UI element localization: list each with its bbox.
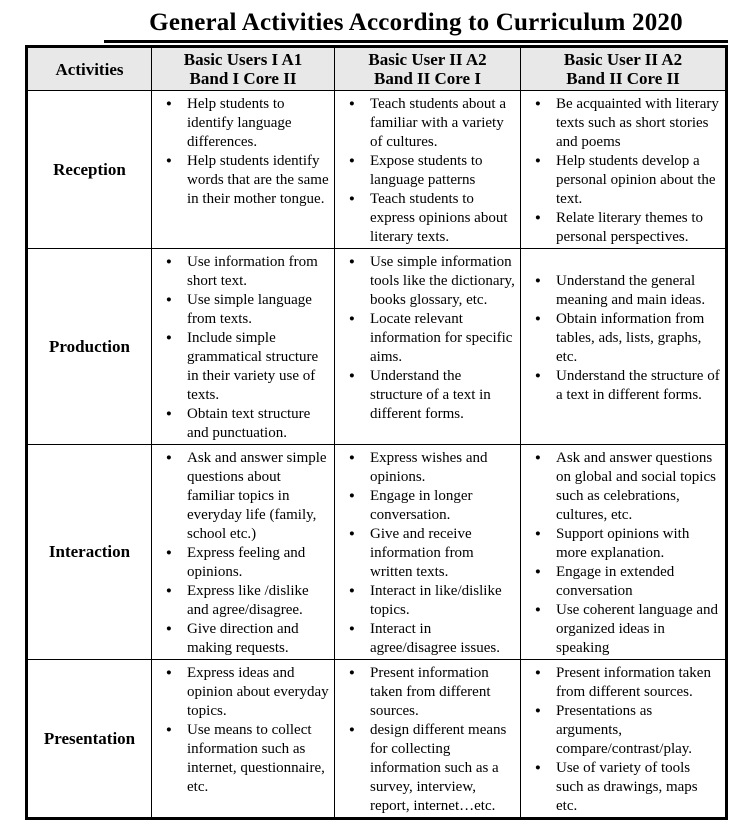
header-basic-user-2-a2-core1 [335,47,521,91]
bullet-list [335,92,517,247]
activity-label: Presentation [27,660,152,819]
bullet-item: ● Help students develop a personal opinion about the text. [533,152,721,209]
bullet-list [152,92,331,209]
cell-basic-user-2-a2-core1 [335,445,521,660]
bullet-item: ● Give and receive information from written texts. [347,525,516,582]
table-row [27,249,727,445]
bullet-item: ● Understand the general meaning and main ideas. [533,272,721,310]
bullet-item: ● Include simple grammatical structure in their variety use of texts. [164,329,330,405]
bullet-item: ● Presentations as arguments, compare/contrast/play. [533,702,721,759]
bullet-list [152,661,331,797]
page [0,9,734,820]
bullet-item: ● Locate relevant information for specific aims. [347,310,516,367]
activity-label: Interaction [27,445,152,660]
bullet-item: ● Relate literary themes to personal perspectives. [533,209,721,247]
bullet-item: ● Ask and answer questions on global and social topics such as celebrations, cultures, etc. [533,449,721,525]
bullet-item: ● Teach students to express opinions about literary texts. [347,190,516,247]
bullet-item: ● Interact in agree/disagree issues. [347,620,516,658]
bullet-item: ● Express like /dislike and agree/disagree. [164,582,330,620]
bullet-item: ● Interact in like/dislike topics. [347,582,516,620]
bullet-item: ● Use simple information tools like the dictionary, books glossary, etc. [347,253,516,310]
bullet-item: ● Present information taken from different sources. [533,664,721,702]
activity-label: Reception [27,91,152,249]
bullet-list [521,446,722,658]
cell-basic-user-2-a2-core1 [335,91,521,249]
bullet-list [521,92,722,247]
cell-basic-user-2-a2-core2 [521,445,727,660]
header-line: Basic User II A2 [563,50,683,69]
bullet-item: ● Expose students to language patterns [347,152,516,190]
bullet-list [335,446,517,658]
bullet-list [335,661,517,816]
header-basic-user-2-a2-core2 [521,47,727,91]
header-basic-users-1-a1 [152,47,335,91]
bullet-item: ● Give direction and making requests. [164,620,330,658]
curriculum-table [25,45,728,820]
bullet-list [521,661,722,816]
bullet-item: ● Be acquainted with literary texts such as short stories and poems [533,95,721,152]
activity-label: Production [27,249,152,445]
bullet-item: ● Help students to identify language differences. [164,95,330,152]
header-line: Basic User II A2 [368,50,487,69]
table-row [27,91,727,249]
page-title: General Activities According to Curriculum 2020 [104,9,728,43]
bullet-item: ● Support opinions with more explanation. [533,525,721,563]
cell-basic-user-2-a2-core2 [521,249,727,445]
bullet-item: ● Express ideas and opinion about everyday topics. [164,664,330,721]
cell-basic-users-1-a1 [152,660,335,819]
bullet-item: ● Help students identify words that are the same in their mother tongue. [164,152,330,209]
header-line: Band II Core II [566,69,680,88]
cell-basic-user-2-a2-core2 [521,660,727,819]
table-row [27,660,727,819]
bullet-item: ● Use means to collect information such as internet, questionnaire, etc. [164,721,330,797]
bullet-item: ● Teach students about a familiar with a variety of cultures. [347,95,516,152]
bullet-item: ● Express feeling and opinions. [164,544,330,582]
bullet-item: ● design different means for collecting information such as a survey, interview, report, internet…etc. [347,721,516,816]
table-row [27,445,727,660]
cell-basic-users-1-a1 [152,445,335,660]
bullet-list [152,446,331,658]
cell-basic-user-2-a2-core2 [521,91,727,249]
bullet-item: ● Engage in longer conversation. [347,487,516,525]
bullet-item: ● Present information taken from different sources. [347,664,516,721]
header-activities [27,47,152,91]
bullet-list [152,250,331,443]
header-line: Band II Core I [374,69,481,88]
bullet-item: ● Use of variety of tools such as drawings, maps etc. [533,759,721,816]
bullet-item: ● Use coherent language and organized ideas in speaking [533,601,721,658]
table-body [27,91,727,819]
bullet-item: ● Understand the structure of a text in different forms. [347,367,516,424]
header-line: Activities [55,59,124,79]
bullet-item: ● Express wishes and opinions. [347,449,516,487]
header-row [27,47,727,91]
cell-basic-users-1-a1 [152,91,335,249]
bullet-item: ● Use information from short text. [164,253,330,291]
cell-basic-user-2-a2-core1 [335,249,521,445]
header-line: Basic Users I A1 [183,50,303,69]
bullet-list [335,250,517,424]
bullet-item: ● Ask and answer simple questions about familiar topics in everyday life (family, school etc.) [164,449,330,544]
bullet-item: ● Use simple language from texts. [164,291,330,329]
bullet-item: ● Obtain text structure and punctuation. [164,405,330,443]
bullet-item: ● Obtain information from tables, ads, lists, graphs, etc. [533,310,721,367]
bullet-item: ● Understand the structure of a text in different forms. [533,367,721,405]
cell-basic-users-1-a1 [152,249,335,445]
header-line: Band I Core II [189,69,297,88]
cell-basic-user-2-a2-core1 [335,660,521,819]
bullet-list [521,250,722,405]
bullet-item: ● Engage in extended conversation [533,563,721,601]
